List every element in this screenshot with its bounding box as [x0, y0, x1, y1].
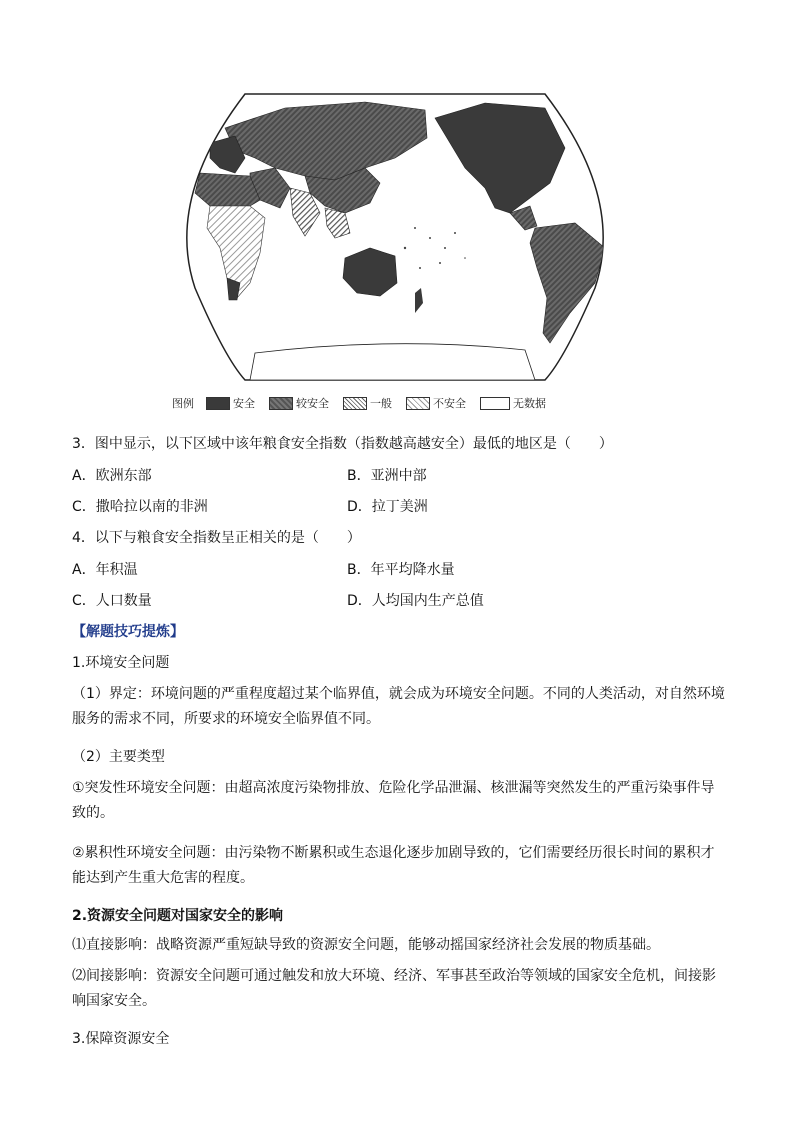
question-4-option-d: D．人均国内生产总值 [347, 593, 484, 609]
legend-swatch-safe [206, 397, 230, 410]
section-1-types-heading: （2）主要类型 [72, 749, 165, 765]
legend-item-average [343, 395, 392, 411]
legend-swatch-unsafe [406, 397, 430, 410]
legend-item-no-data [480, 395, 546, 411]
section-1-cumulative-type: ②累积性环境安全问题：由污染物不断累积或生态退化逐步加剧导致的，它们需要经历很长时间的累积才能达到产生重大危害的程度。 [72, 845, 715, 886]
legend-label: 一般 [370, 397, 392, 410]
legend-label: 较安全 [296, 397, 329, 410]
question-3-option-b: B．亚洲中部 [347, 468, 427, 484]
section-2-indirect-impact: ⑵间接影响：资源安全问题可通过触发和放大环境、经济、军事甚至政治等领域的国家安全危机，间接影响国家安全。 [72, 968, 716, 1009]
question-3-option-d: D．拉丁美洲 [347, 499, 428, 515]
legend-label: 安全 [233, 397, 255, 410]
section-1-title: 1.环境安全问题 [72, 655, 170, 671]
section-1-sudden-type: ①突发性环境安全问题：由超高浓度污染物排放、危险化学品泄漏、核泄漏等突然发生的严重污染事件导致的。 [72, 780, 715, 821]
section-2-direct-impact: ⑴直接影响：战略资源严重短缺导致的资源安全问题，能够动摇国家经济社会发展的物质基础。 [72, 937, 660, 953]
section-3-title: 3.保障资源安全 [72, 1031, 170, 1047]
legend-title: 图例 [172, 397, 194, 410]
question-4-option-b: B．年平均降水量 [347, 562, 455, 578]
question-3-option-c: C．撒哈拉以南的非洲 [72, 499, 208, 515]
legend-swatch-fairly-safe [269, 397, 293, 410]
question-4-option-a: A．年积温 [72, 562, 138, 578]
world-food-security-map [165, 88, 625, 386]
question-4-option-c: C．人口数量 [72, 593, 152, 609]
legend-swatch-no-data [480, 397, 510, 410]
legend-label: 不安全 [433, 397, 466, 410]
legend-item-fairly-safe [269, 395, 329, 411]
legend-swatch-average [343, 397, 367, 410]
question-3-stem: 3．图中显示，以下区域中该年粮食安全指数（指数越高越安全）最低的地区是（ ） [72, 436, 613, 452]
section-1-definition: （1）界定：环境问题的严重程度超过某个临界值，就会成为环境安全问题。不同的人类活动，对自然环境服务的需求不同，所要求的环境安全临界值不同。 [72, 686, 725, 727]
section-2-title: 2.资源安全问题对国家安全的影响 [72, 908, 284, 924]
tips-heading: 【解题技巧提炼】 [72, 624, 184, 640]
question-3-option-a: A．欧洲东部 [72, 468, 152, 484]
legend-item-safe [206, 395, 255, 411]
legend-label: 无数据 [513, 397, 546, 410]
map-legend [172, 394, 560, 412]
question-4-stem: 4．以下与粮食安全指数呈正相关的是（ ） [72, 530, 361, 546]
legend-item-unsafe [406, 395, 466, 411]
